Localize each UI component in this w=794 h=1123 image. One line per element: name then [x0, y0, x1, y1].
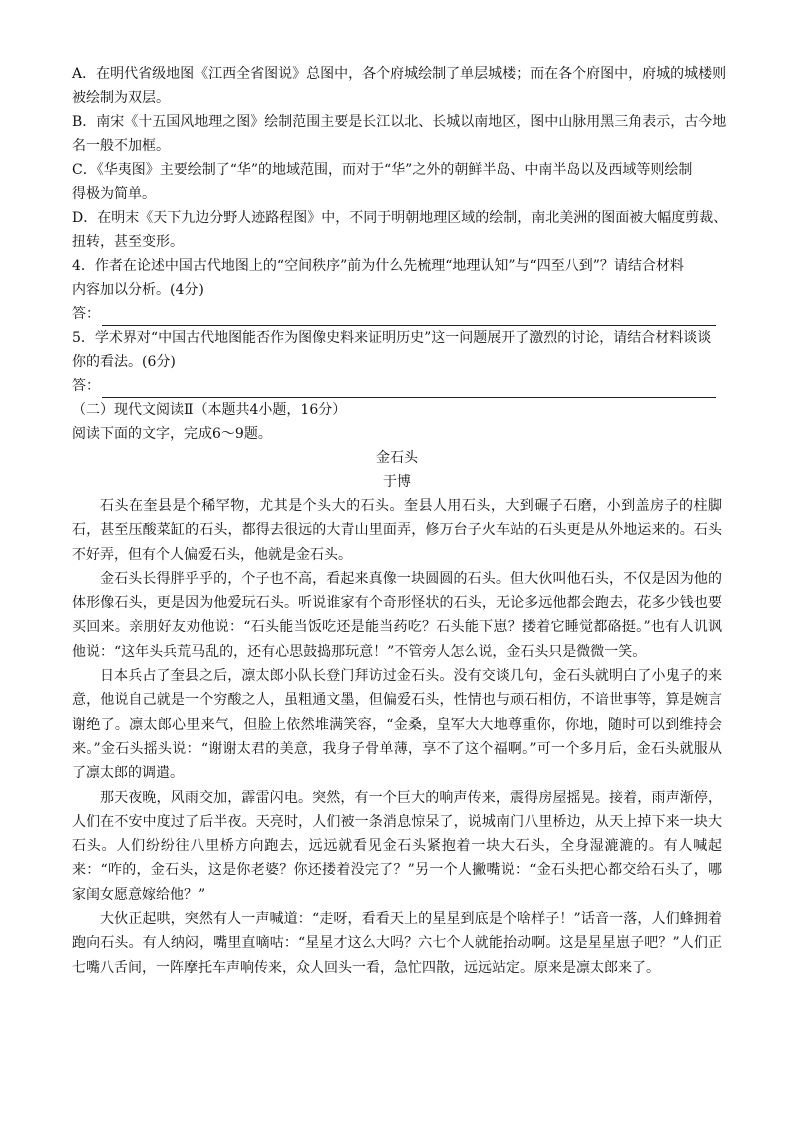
question-5-line2: 你的看法。(6分) — [72, 354, 176, 370]
option-c-line2: 得极为简单。 — [72, 186, 156, 202]
question-5 — [72, 326, 722, 374]
story-paragraph-4: 那天夜晚，风雨交加，霹雷闪电。突然，有一个巨大的响声传来，震得房屋摇晃。接着，雨声渐停，人们在不安中度过了后半夜。天亮时，人们被一条消息惊呆了，说城南门八里桥边，从天上掉下来一块大石头。人们纷纷往八里桥方向跑去，远远就看见金石头紧抱着一块大石头，全身湿漉漉的。有人喊起来：“咋的，金石头，这是你老婆？你还搂着没完了？”另一个人撇嘴说：“金石头把心都交给石头了，哪家闺女愿意嫁给他？” — [72, 789, 722, 903]
story-title: 金石头 — [376, 450, 418, 466]
option-c-line1: C．《华夷图》主要绘制了“华”的地域范围，而对于“华”之外的朝鲜半岛、中南半岛以及西域等则绘制 — [72, 162, 693, 178]
question-4 — [72, 254, 722, 302]
option-a-line2: 被绘制为双层。 — [72, 90, 170, 106]
question-5-line1: 5．学术界对“中国古代地图能否作为图像史料来证明历史”这一问题展开了激烈的讨论，请结合材料谈谈 — [72, 330, 712, 346]
question-4-line2: 内容加以分析。(4分) — [72, 282, 204, 298]
option-d-line2: 扭转，甚至变形。 — [72, 234, 184, 250]
answer-label: 答： — [72, 306, 100, 322]
story-author: 于博 — [383, 474, 411, 490]
section-header: （二）现代文阅读Ⅱ（本题共4小题，16分） — [72, 402, 347, 418]
option-a — [72, 62, 727, 110]
option-a-line1: A．在明代省级地图《江西全省图说》总图中，各个府城绘制了单层城楼；而在各个府图中，府城的城楼则 — [72, 66, 727, 82]
exam-page — [72, 62, 728, 980]
answer-line-q5[interactable] — [72, 374, 722, 398]
story-paragraph-1: 石头在奎县是个稀罕物，尤其是个头大的石头。奎县人用石头，大到碾子石磨，小到盖房子的柱脚石，甚至压酸菜缸的石头，都得去很远的大青山里面弄，修万台子火车站的石头更是从外地运来的。石头不好弄，但有个人偏爱石头，他就是金石头。 — [72, 498, 722, 563]
option-b-line2: 名一般不加框。 — [72, 138, 170, 154]
option-d-line1: D．在明末《天下九边分野人迹路程图》中，不同于明朝地理区域的绘制，南北美洲的图面被大幅度剪裁、 — [72, 210, 728, 226]
answer-blank[interactable] — [102, 379, 716, 398]
option-b-line1: B．南宋《十五国风地理之图》绘制范围主要是长江以北、长城以南地区，图中山脉用黑三角表示，古今地 — [72, 114, 727, 130]
option-c — [72, 158, 722, 206]
answer-label: 答： — [72, 378, 100, 394]
story-paragraph-3: 日本兵占了奎县之后，凛太郎小队长登门拜访过金石头。没有交谈几句，金石头就明白了小鬼子的来意，他说自己就是一个穷酸之人，虽粗通文墨，但偏爱石头，性情也与顽石相仿，不谙世事等，算是婉言谢绝了。凛太郎心里来气，但脸上依然堆满笑容，“金桑，皇军大大地尊重你，你地，随时可以到维持会来。”金石头摇头说：“谢谢太君的美意，我身子骨单薄，享不了这个福啊。”可一个多月后，金石头就服从了凛太郎的调遣。 — [72, 668, 722, 782]
instruction: 阅读下面的文字，完成6～9题。 — [72, 426, 272, 442]
answer-line-q4[interactable] — [72, 302, 722, 326]
answer-blank[interactable] — [102, 307, 716, 326]
story-paragraph-5: 大伙正起哄，突然有人一声喊道：“走呀，看看天上的星星到底是个啥样子！”话音一落，人们蜂拥着跑向石头。有人纳闷，嘴里直嘀咕：“星星才这么大吗？六七个人就能抬动啊。这是星星崽子吧？”人们正七嘴八舌间，一阵摩托车声响传来，众人回头一看，急忙四散，远远站定。原来是凛太郎来了。 — [72, 911, 722, 976]
option-d — [72, 206, 728, 254]
story-paragraph-2: 金石头长得胖乎乎的，个子也不高，看起来真像一块圆圆的石头。但大伙叫他石头，不仅是因为他的体形像石头，更是因为他爱玩石头。听说谁家有个奇形怪状的石头，无论多远他都会跑去，花多少钱也要买回来。亲朋好友劝他说：“石头能当饭吃还是能当药吃？石头能下崽？搂着它睡觉都硌挺。”也有人讥讽他说：“这年头兵荒马乱的，还有心思鼓捣那玩意！”不管旁人怎么说，金石头只是微微一笑。 — [72, 570, 722, 660]
option-b — [72, 110, 727, 158]
question-4-line1: 4．作者在论述中国古代地图上的“空间秩序”前为什么先梳理“地理认知”与“四至八到”？请结合材料 — [72, 258, 684, 274]
